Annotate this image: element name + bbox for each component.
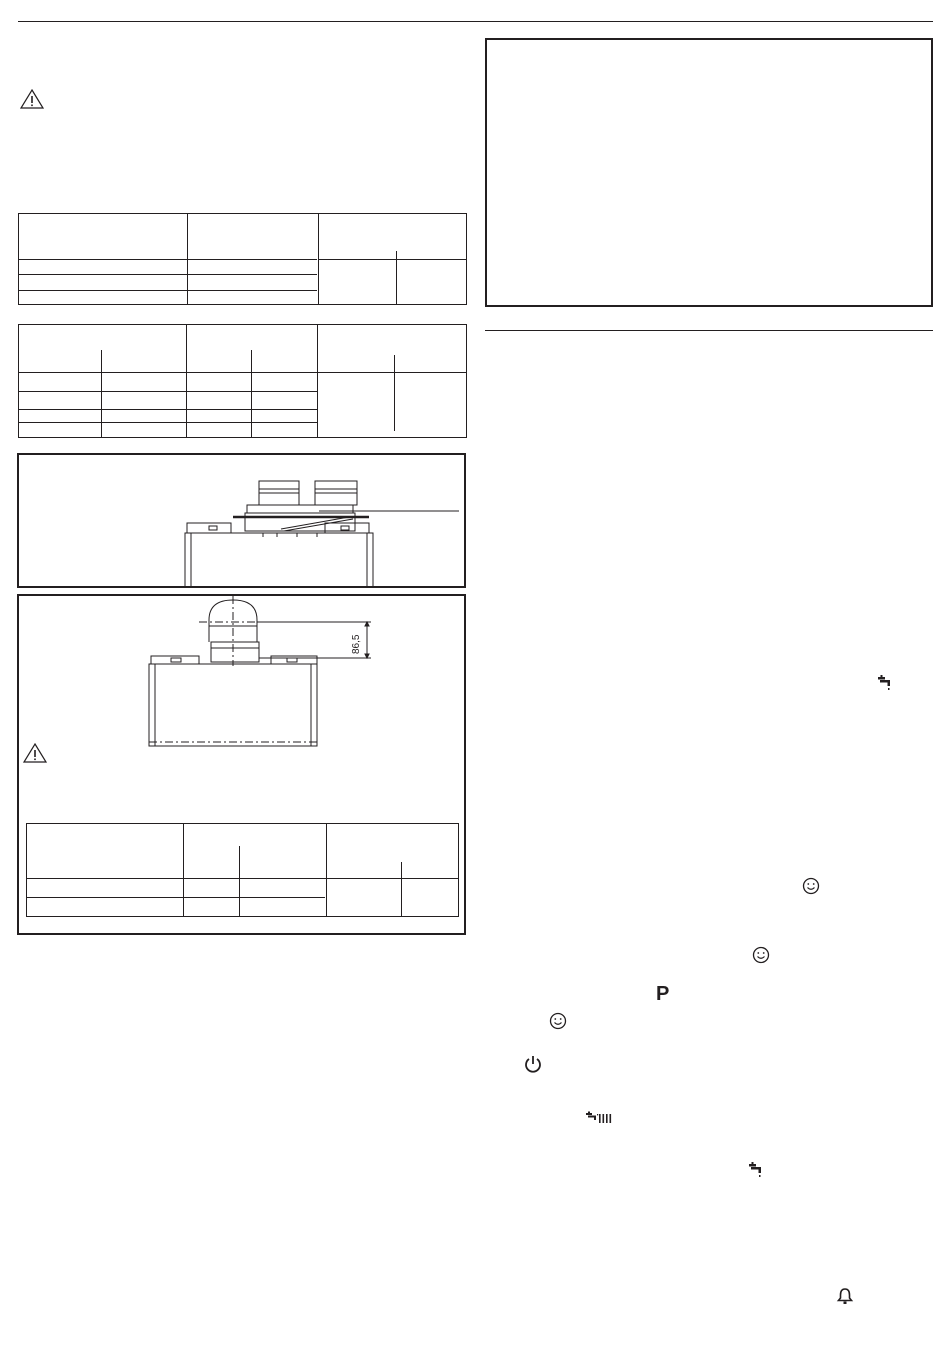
spec-table-2 xyxy=(18,324,467,438)
right-section-rule xyxy=(485,330,933,331)
tap-icon xyxy=(747,1161,767,1179)
tap-radiator-icon xyxy=(585,1111,615,1125)
dimension-label: 86,5 xyxy=(351,634,362,654)
figure-b-frame xyxy=(17,594,466,935)
smiley-icon xyxy=(548,1011,568,1031)
tap-icon xyxy=(876,674,896,692)
top-rule xyxy=(18,21,933,22)
warning-triangle-icon xyxy=(19,88,45,110)
warning-triangle-icon xyxy=(22,742,48,764)
parameter-symbol: P xyxy=(656,983,670,1005)
smiley-icon xyxy=(751,945,771,965)
power-icon xyxy=(522,1053,544,1075)
spec-table-1 xyxy=(18,213,467,305)
concentric-flue-drawing xyxy=(19,596,464,756)
bell-icon xyxy=(835,1286,855,1306)
figure-a-frame xyxy=(17,453,466,588)
right-notice-box xyxy=(485,38,933,307)
smiley-icon xyxy=(801,876,821,896)
spec-table-3 xyxy=(26,823,459,917)
flue-adapter-drawing xyxy=(19,455,464,586)
